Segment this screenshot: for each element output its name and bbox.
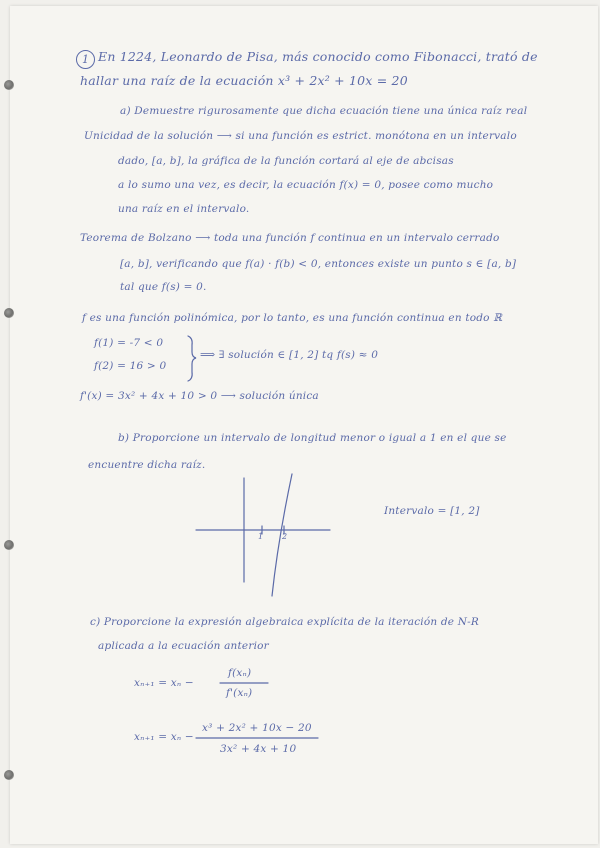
interval-answer: Intervalo = [1, 2] <box>384 505 480 517</box>
part-c-question-1: c) Proporcione la expresión algebraica explícita de la iteración de N-R <box>90 616 479 628</box>
graph-tick-2: 2 <box>282 532 288 541</box>
bolzano-line-2: [a, b], verificando que f(a) · f(b) < 0, entonces existe un punto s ∈ [a, b] <box>120 258 517 270</box>
part-a-answer-line-4: una raíz en el intervalo. <box>118 203 250 215</box>
iteration-2-numerator: x³ + 2x² + 10x − 20 <box>202 722 312 734</box>
derivative-line: f'(x) = 3x² + 4x + 10 > 0 ⟶ solución única <box>80 390 319 402</box>
polynomial-line: f es una función polinómica, por lo tanto, es una función continua en todo ℝ <box>82 312 503 324</box>
graph-tick-1: 1 <box>258 532 264 541</box>
intro-line-1: En 1224, Leonardo de Pisa, más conocido como Fibonacci, trató de <box>98 49 538 64</box>
iteration-2-lhs: xₙ₊₁ = xₙ − <box>134 731 194 743</box>
part-b-question-2: encuentre dicha raíz. <box>88 459 206 471</box>
iteration-1-numerator: f(xₙ) <box>228 667 252 679</box>
iteration-1-lhs: xₙ₊₁ = xₙ − <box>134 677 194 689</box>
part-a-answer-line-2: dado, [a, b], la gráfica de la función cortará al eje de abcisas <box>118 155 454 167</box>
bolzano-conclusion: ⟹ ∃ solución ∈ [1, 2] tq f(s) ≈ 0 <box>200 349 379 361</box>
part-c-question-2: aplicada a la ecuación anterior <box>98 640 269 652</box>
bolzano-line-3: tal que f(s) = 0. <box>120 281 207 293</box>
f-of-2: f(2) = 16 > 0 <box>94 360 167 372</box>
bolzano-line-1: Teorema de Bolzano ⟶ toda una función f continua en un intervalo cerrado <box>80 232 500 244</box>
part-b-question-1: b) Proporcione un intervalo de longitud menor o igual a 1 en el que se <box>118 432 507 444</box>
brace-stroke <box>188 336 196 381</box>
part-a-question: a) Demuestre rigurosamente que dicha ecuación tiene una única raíz real <box>120 105 528 117</box>
iteration-2-denominator: 3x² + 4x + 10 <box>220 743 297 755</box>
intro-line-2: hallar una raíz de la ecuación x³ + 2x² + 10x = 20 <box>80 73 408 88</box>
graph-curve <box>272 474 292 596</box>
f-of-1: f(1) = -7 < 0 <box>94 337 164 349</box>
part-a-answer-line-3: a lo sumo una vez, es decir, la ecuación f(x) = 0, posee como mucho <box>118 179 494 191</box>
iteration-1-denominator: f'(xₙ) <box>226 687 253 699</box>
problem-number: 1 <box>76 50 95 69</box>
part-a-answer-line-1: Unicidad de la solución ⟶ si una función es estrict. monótona en un intervalo <box>84 130 517 142</box>
